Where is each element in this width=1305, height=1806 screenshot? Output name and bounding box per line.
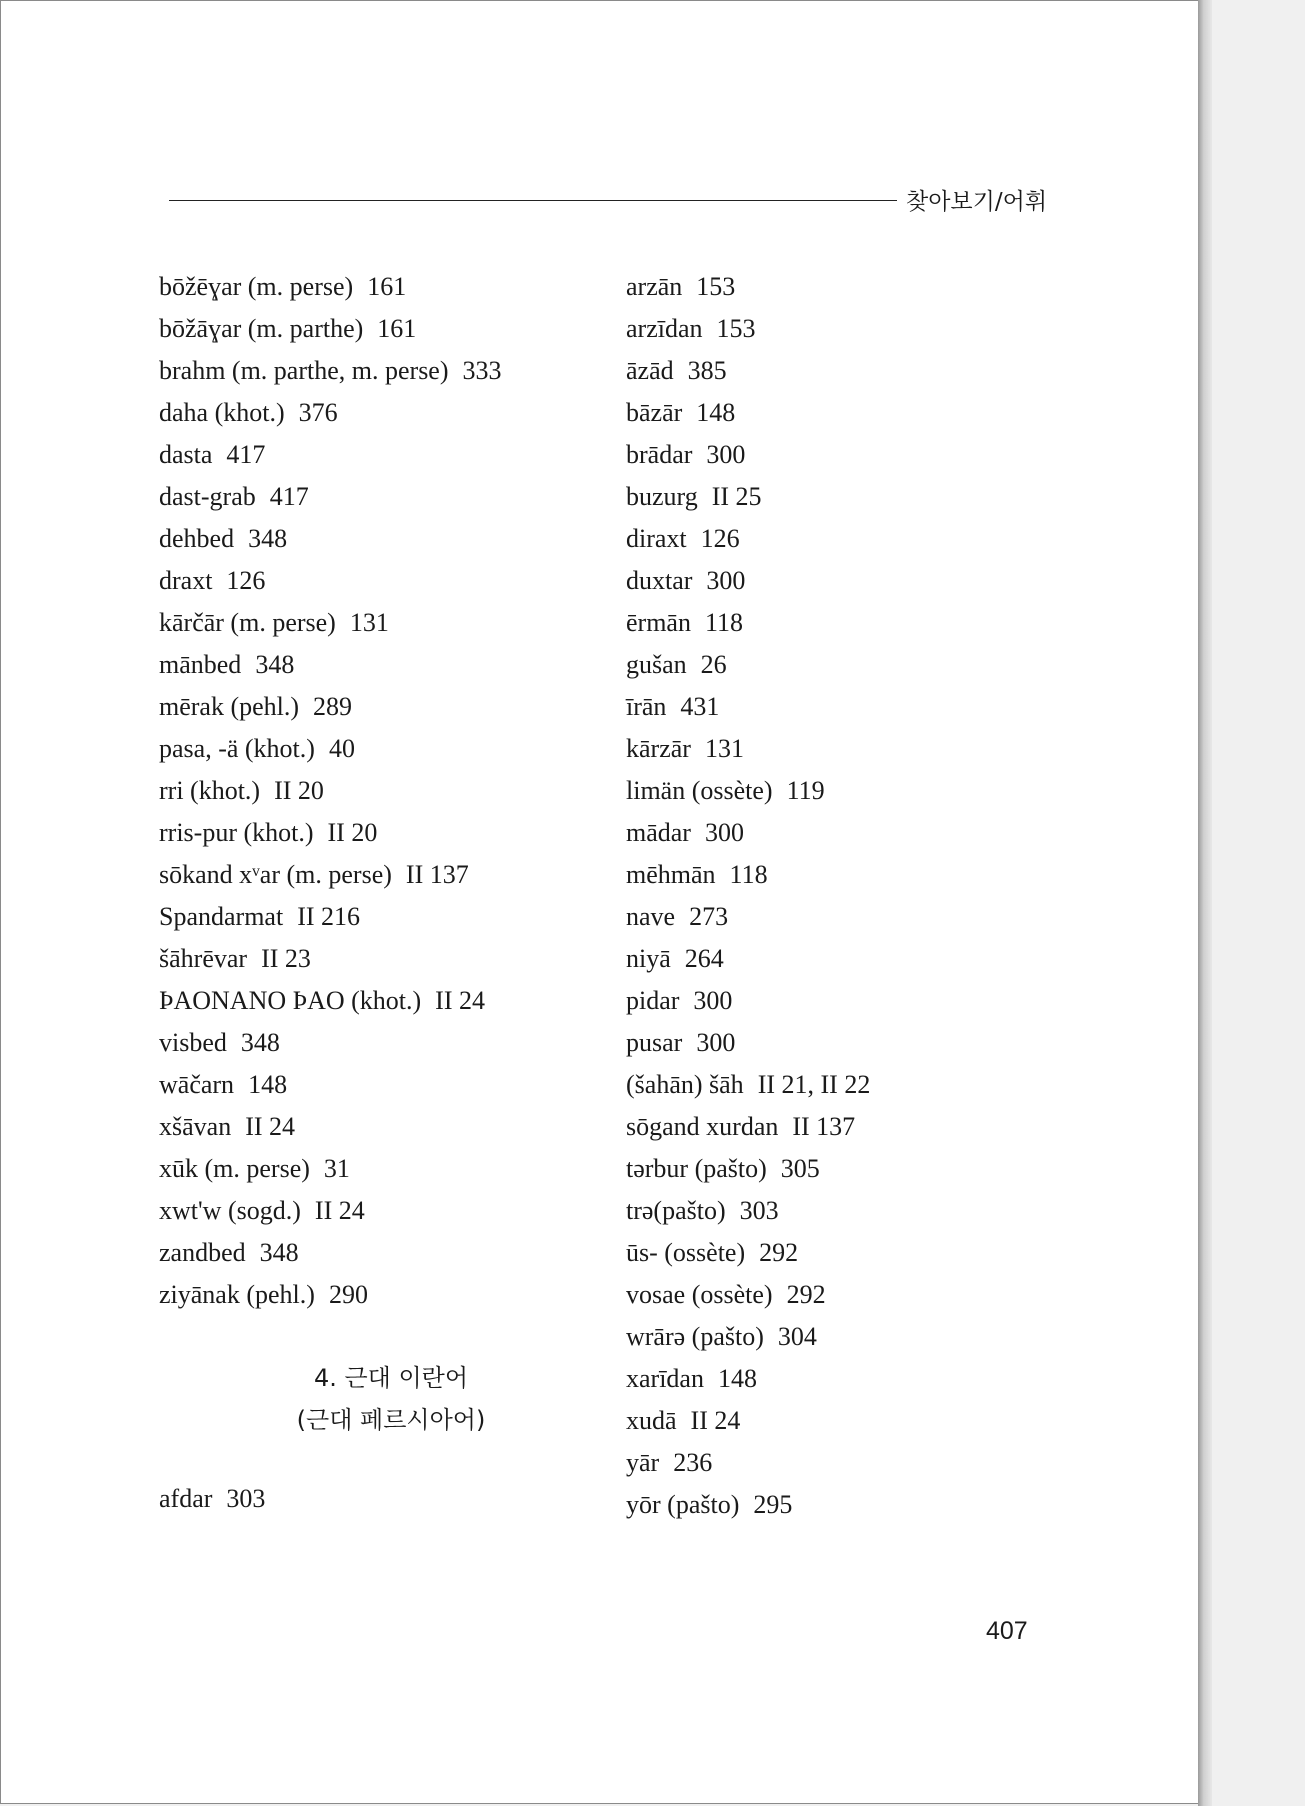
entry-pages: 385 <box>687 356 727 385</box>
entry-term: sōkand xᵛar (m. perse) <box>159 860 392 889</box>
entry-term: rri (khot.) <box>159 776 261 805</box>
entry-pages: II 137 <box>792 1112 856 1141</box>
index-entry <box>159 896 502 938</box>
index-entry <box>626 476 870 518</box>
index-entry <box>159 938 502 980</box>
entry-pages: II 25 <box>711 482 762 511</box>
entry-term: mānbed <box>159 650 242 679</box>
entry-pages: 264 <box>684 944 724 973</box>
entry-term: brādar <box>626 440 693 469</box>
entry-term: xwt'w (sogd.) <box>159 1196 301 1225</box>
index-entry <box>626 1484 870 1526</box>
entry-term: mēhmān <box>626 860 716 889</box>
entry-term: daha (khot.) <box>159 398 285 427</box>
entry-pages: 305 <box>780 1154 820 1183</box>
index-entry <box>159 644 502 686</box>
index-entry <box>626 350 870 392</box>
entry-pages: 40 <box>328 734 355 763</box>
entry-pages: 300 <box>706 566 746 595</box>
section-heading <box>241 1357 541 1441</box>
entry-pages: 273 <box>689 902 729 931</box>
entry-pages: 300 <box>704 818 744 847</box>
entry-term: xarīdan <box>626 1364 704 1393</box>
entry-pages: 304 <box>777 1322 817 1351</box>
entry-term: kārčār (m. perse) <box>159 608 336 637</box>
index-entry <box>159 1190 502 1232</box>
index-entry <box>626 1022 870 1064</box>
entry-pages: 161 <box>377 314 417 343</box>
index-entry <box>626 518 870 560</box>
entry-pages: II 23 <box>261 944 311 973</box>
entry-term: arzīdan <box>626 314 703 343</box>
entry-term: trə(pašto) <box>626 1196 726 1225</box>
index-entry <box>159 1148 502 1190</box>
index-entry <box>626 812 870 854</box>
index-entry <box>626 266 870 308</box>
entry-term: ūs- (ossète) <box>626 1238 746 1267</box>
index-entry <box>626 1106 870 1148</box>
entry-term: īrān <box>626 692 667 721</box>
entry-pages: II 24 <box>435 986 485 1015</box>
entry-pages: 119 <box>786 776 825 805</box>
index-entry <box>159 560 502 602</box>
entry-term: rris-pur (khot.) <box>159 818 314 847</box>
entry-term: gušan <box>626 650 687 679</box>
entry-term: vosae (ossète) <box>626 1280 773 1309</box>
index-entry <box>159 602 502 644</box>
index-entry <box>626 644 870 686</box>
index-entry <box>626 686 870 728</box>
entry-term: bōžāɣar (m. parthe) <box>159 314 364 343</box>
entry-term: tərbur (pašto) <box>626 1154 767 1183</box>
entry-term: xudā <box>626 1406 677 1435</box>
entry-term: dasta <box>159 440 213 469</box>
entry-pages: 348 <box>248 524 288 553</box>
entry-pages: 295 <box>753 1490 793 1519</box>
entry-term: buzurg <box>626 482 698 511</box>
entry-pages: II 21, II 22 <box>757 1070 871 1099</box>
entry-pages: 126 <box>700 524 740 553</box>
entry-pages: 131 <box>349 608 389 637</box>
index-entry <box>626 1358 870 1400</box>
entry-pages: 292 <box>786 1280 826 1309</box>
index-entry <box>626 392 870 434</box>
entry-pages: 292 <box>759 1238 799 1267</box>
index-entry <box>159 770 502 812</box>
entry-pages: 417 <box>226 440 266 469</box>
entry-pages: 290 <box>328 1280 368 1309</box>
entry-term: bōžēɣar (m. perse) <box>159 272 354 301</box>
index-entry <box>626 938 870 980</box>
entry-pages: 148 <box>717 1364 757 1393</box>
entry-term: mērak (pehl.) <box>159 692 300 721</box>
entry-term: diraxt <box>626 524 687 553</box>
entry-term: ziyānak (pehl.) <box>159 1280 315 1309</box>
entry-pages: II 137 <box>405 860 469 889</box>
page-edge-shadow <box>1198 0 1212 1806</box>
entry-term: sōgand xurdan <box>626 1112 779 1141</box>
entry-term: brahm (m. parthe, m. perse) <box>159 356 449 385</box>
entry-pages: 131 <box>704 734 744 763</box>
entry-term: dehbed <box>159 524 235 553</box>
entry-pages: 431 <box>680 692 720 721</box>
entry-term: nave <box>626 902 676 931</box>
index-entry <box>626 1064 870 1106</box>
entry-term: xšāvan <box>159 1112 232 1141</box>
index-entry <box>159 1478 265 1520</box>
section-entries <box>159 1478 265 1520</box>
entry-pages: 300 <box>696 1028 736 1057</box>
entry-term: arzān <box>626 272 683 301</box>
entry-pages: 236 <box>673 1448 713 1477</box>
index-entry <box>626 1190 870 1232</box>
entry-term: yār <box>626 1448 660 1477</box>
entry-term: afdar <box>159 1484 213 1513</box>
entry-pages: 303 <box>226 1484 266 1513</box>
entry-term: wrārə (pašto) <box>626 1322 764 1351</box>
entry-term: ērmān <box>626 608 691 637</box>
entry-pages: 333 <box>462 356 502 385</box>
entry-pages: 417 <box>269 482 309 511</box>
entry-pages: 31 <box>323 1154 350 1183</box>
entry-pages: 153 <box>696 272 736 301</box>
entry-pages: II 20 <box>274 776 324 805</box>
entry-pages: II 20 <box>327 818 378 847</box>
entry-term: zandbed <box>159 1238 246 1267</box>
index-entry <box>159 350 502 392</box>
index-entry <box>159 266 502 308</box>
entry-term: visbed <box>159 1028 227 1057</box>
entry-pages: II 24 <box>690 1406 741 1435</box>
entry-term: niyā <box>626 944 671 973</box>
index-entry <box>159 1274 502 1316</box>
entry-term: xūk (m. perse) <box>159 1154 310 1183</box>
entry-term: mādar <box>626 818 691 847</box>
entry-pages: 300 <box>706 440 746 469</box>
index-entry <box>626 434 870 476</box>
index-entry <box>159 980 502 1022</box>
index-entry <box>626 1442 870 1484</box>
entry-pages: 161 <box>367 272 407 301</box>
left-index-column <box>159 266 502 1316</box>
entry-term: kārzār <box>626 734 691 763</box>
entry-term: pidar <box>626 986 680 1015</box>
entry-term: duxtar <box>626 566 693 595</box>
index-entry <box>626 980 870 1022</box>
entry-term: dast-grab <box>159 482 256 511</box>
index-entry <box>159 728 502 770</box>
entry-pages: 348 <box>255 650 295 679</box>
index-entry <box>626 728 870 770</box>
index-entry <box>626 1148 870 1190</box>
index-entry <box>159 1106 502 1148</box>
entry-term: āzād <box>626 356 674 385</box>
index-entry <box>626 1316 870 1358</box>
entry-pages: 118 <box>729 860 768 889</box>
entry-term: pasa, -ä (khot.) <box>159 734 315 763</box>
entry-term: ÞAONANO ÞAO (khot.) <box>159 986 422 1015</box>
index-entry <box>159 1064 502 1106</box>
index-entry <box>626 308 870 350</box>
index-entry <box>159 1022 502 1064</box>
running-header-title: 찾아보기/어휘 <box>906 189 1048 215</box>
index-entry <box>626 854 870 896</box>
index-entry <box>159 392 502 434</box>
index-entry <box>626 770 870 812</box>
index-entry <box>159 812 502 854</box>
entry-term: wāčarn <box>159 1070 235 1099</box>
page-number: 407 <box>986 1617 1028 1645</box>
entry-pages: 126 <box>226 566 266 595</box>
entry-term: yōr (pašto) <box>626 1490 740 1519</box>
index-entry <box>626 1232 870 1274</box>
entry-term: bāzār <box>626 398 683 427</box>
entry-pages: II 216 <box>297 902 361 931</box>
entry-pages: 348 <box>240 1028 280 1057</box>
index-entry <box>626 560 870 602</box>
entry-pages: 303 <box>739 1196 779 1225</box>
entry-term: pusar <box>626 1028 683 1057</box>
header-rule <box>169 200 897 201</box>
entry-term: (šahān) šāh <box>626 1070 744 1099</box>
entry-term: draxt <box>159 566 213 595</box>
entry-pages: 118 <box>704 608 744 637</box>
index-entry <box>159 518 502 560</box>
right-index-column <box>626 266 870 1526</box>
section-heading-line-1: 4. 근대 이란어 <box>313 1364 469 1392</box>
index-entry <box>626 1274 870 1316</box>
index-entry <box>159 308 502 350</box>
entry-pages: 153 <box>716 314 756 343</box>
index-entry <box>159 854 502 896</box>
entry-term: limän (ossète) <box>626 776 773 805</box>
entry-pages: II 24 <box>245 1112 296 1141</box>
index-entry <box>159 476 502 518</box>
entry-pages: 148 <box>248 1070 288 1099</box>
section-heading-line-2: (근대 페르시아어) <box>296 1406 486 1434</box>
entry-pages: 300 <box>693 986 733 1015</box>
entry-pages: 148 <box>696 398 736 427</box>
index-entry <box>159 1232 502 1274</box>
entry-pages: 289 <box>313 692 353 721</box>
index-entry <box>626 602 870 644</box>
entry-term: šāhrēvar <box>159 944 248 973</box>
entry-pages: 26 <box>700 650 727 679</box>
entry-pages: II 24 <box>314 1196 365 1225</box>
index-entry <box>159 434 502 476</box>
index-entry <box>626 1400 870 1442</box>
index-entry <box>626 896 870 938</box>
entry-pages: 348 <box>259 1238 299 1267</box>
entry-pages: 376 <box>298 398 338 427</box>
index-entry <box>159 686 502 728</box>
entry-term: Spandarmat <box>159 902 284 931</box>
